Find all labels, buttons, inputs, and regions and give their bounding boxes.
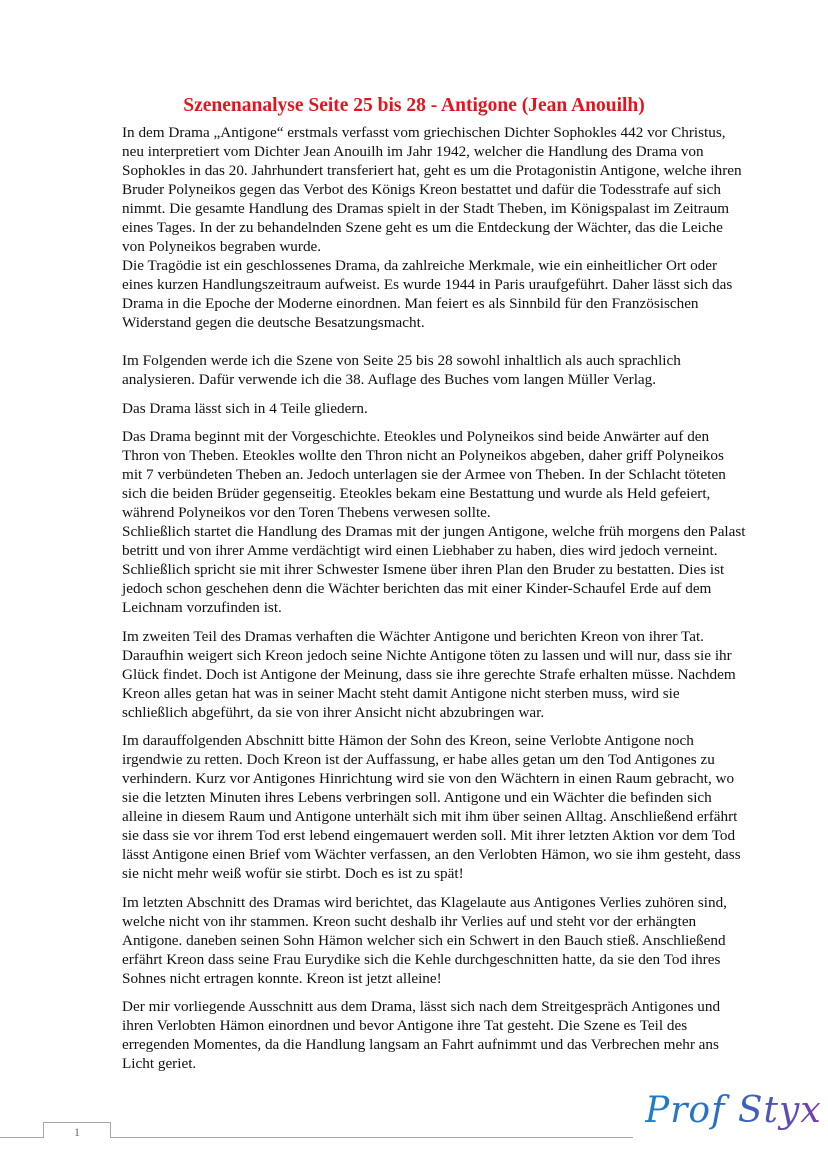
text-line: Im zweiten Teil des Dramas verhaften die Wächter Antigone und berichten Kreon von ihrer Tat. [122, 627, 704, 645]
text-line: Im darauffolgenden Abschnitt bitte Hämon der Sohn des Kreon, seine Verlobte Antigone noch [122, 732, 694, 749]
prof-styx-logo: Prof Styx [645, 1090, 822, 1131]
logo-watermark [633, 1078, 828, 1171]
text-line: sie die letzten Minuten ihres Lebens verbringen soll. Antigone und ein Wächter die befinden sich [122, 789, 712, 806]
text-line: irgendwie zu retten. Doch Kreon ist der Auffassung, er habe alles getan um den Tod Antigones zu [122, 751, 715, 768]
text-line: Das Drama lässt sich in 4 Teile gliedern. [122, 399, 368, 417]
text-line: Im letzten Abschnitt des Dramas wird berichtet, das Klagelaute aus Antigones Verlies zuhören sind, [122, 893, 727, 911]
text-line: während Polyneikos vor den Toren Thebens verwesen sollte. [122, 504, 491, 521]
text-line: sich die beiden Brüder gegenseitig. Eteokles bekam eine Bestattung und wurde als Held gefeiert, [122, 485, 711, 502]
document-body [122, 123, 746, 1083]
text-line: verhindern. Kurz vor Antigones Hinrichtung wird sie von den Wächtern in einen Raum gebracht, wo [122, 770, 735, 787]
text-line: Kreon alles getan hat was in seiner Macht steht damit Antigone nicht sterben muss, wird sie [122, 684, 680, 702]
text-line: eines Tages. In der zu behandelnden Szene geht es um die Entdeckung der Wächter, das die Leiche [122, 219, 723, 236]
text-line: erfährt Kreon dass seine Frau Eurydike sich die Kehle durchgeschnitten hatte, da sie den Tod ihres [122, 950, 721, 968]
text-line: Schließlich spricht sie mit ihrer Schwester Ismene über ihren Plan den Bruder zu bestatten. Dies ist [122, 561, 725, 578]
document-title: Szenenanalyse Seite 25 bis 28 - Antigone (Jean Anouilh) [183, 95, 645, 116]
paragraph [122, 399, 722, 418]
text-line: alleine in diesem Raum und Antigone unterhält sich mit ihm über seinen Alltag. Anschließend erfährt [122, 808, 738, 825]
text-line: lässt Antigone einen Brief vom Wächter verfassen, an den Verlobten Hämon, wo sie ihm gesteht, dass [122, 846, 741, 863]
text-line: jedoch schon geschehen denn die Wächter berichten das mit einer Kinder-Schaufel Erde auf dem [122, 580, 712, 597]
text-line: Schließlich startet die Handlung des Dramas mit der jungen Antigone, welche früh morgens den Palast [122, 523, 746, 540]
text-line: Licht geriet. [122, 1055, 197, 1072]
paragraph [122, 123, 742, 332]
text-line: schließlich abgeführt, da sie von ihrer Ansicht nicht abzubringen war. [122, 703, 545, 721]
text-line: In dem Drama „Antigone“ erstmals verfasst vom griechischen Dichter Sophokles 442 vor Christus, [122, 124, 726, 141]
text-line: analysieren. Dafür verwende ich die 38. Auflage des Buches vom langen Müller Verlag. [122, 371, 657, 388]
text-line: Das Drama beginnt mit der Vorgeschichte. Eteokles und Polyneikos sind beide Anwärter auf den [122, 428, 710, 445]
text-line: mit 7 verbündeten Theben an. Jedoch unterlagen sie der Armee von Theben. In der Schlacht töteten [122, 466, 726, 483]
paragraph [122, 627, 736, 722]
text-line: sie dass sie vor ihrem Tod erst lebend eingemauert werden soll. Mit ihrer letzten Aktion vor dem Tod [122, 827, 736, 844]
page-number-tab [43, 1122, 111, 1138]
text-line: Im Folgenden werde ich die Szene von Seite 25 bis 28 sowohl inhaltlich als auch sprachlich [122, 352, 681, 369]
text-line: Die Tragödie ist ein geschlossenes Drama, da zahlreiche Merkmale, wie ein einheitlicher Ort oder [122, 257, 718, 274]
text-line: neu interpretiert vom Dichter Jean Anouilh im Jahr 1942, welcher die Handlung des Drama von [122, 143, 704, 160]
text-line: Leichnam vorzufinden ist. [122, 599, 282, 616]
text-line: Daraufhin weigert sich Kreon jedoch seine Nichte Antigone töten zu lassen und will nur, dass sie ihr [122, 646, 732, 664]
paragraph [122, 731, 741, 883]
text-line: betritt und von ihrer Amme verdächtigt wird einen Liebhaber zu haben, dies wird jedoch verneint. [122, 542, 718, 559]
paragraph [122, 997, 722, 1073]
text-line: Sohnes nicht ertragen konnte. Kreon ist jetzt alleine! [122, 969, 442, 987]
text-line: Der mir vorliegende Ausschnitt aus dem Drama, lässt sich nach dem Streitgespräch Antigones und [122, 998, 721, 1015]
text-line: von Polyneikos begraben wurde. [122, 238, 322, 255]
paragraph [122, 893, 727, 988]
text-line: ihren Verlobten Hämon einordnen und bevor Antigone ihre Tat gesteht. Die Szene es Teil des [122, 1017, 688, 1034]
text-line: Antigone. daneben seinen Sohn Hämon welcher sich ein Schwert in den Bauch stieß. Anschließend [122, 931, 726, 949]
text-line: Glück findet. Doch ist Antigone der Meinung, dass sie ihre gerechte Strafe erhalten müsse. Nachdem [122, 665, 736, 683]
text-line: sie nicht mehr weiß wofür sie stirbt. Doch es ist zu spät! [122, 865, 464, 882]
paragraph [122, 351, 722, 389]
text-line: Thron von Theben. Eteokles wollte den Thron nicht an Polyneikos abgeben, daher griff Polyneikos [122, 447, 724, 464]
text-line: nimmt. Die gesamte Handlung des Dramas spielt in der Stadt Theben, im Königspalast im Zeitraum [122, 200, 730, 217]
text-line: eines kurzen Handlungszeitraum aufweist. Es wurde 1944 in Paris uraufgeführt. Daher lässt sich das [122, 276, 733, 293]
paragraph [122, 427, 746, 617]
text-line: Bruder Polyneikos gegen das Verbot des Königs Kreon bestattet und dafür die Todesstrafe auf sich [122, 181, 721, 198]
text-line: erregenden Momentes, da die Handlung langsam an Fahrt aufnimmt und das Verbrechen mehr ans [122, 1036, 719, 1053]
text-line: Drama in die Epoche der Moderne einordnen. Man feiert es als Sinnbild für den Französischen [122, 295, 699, 312]
page-number: 1 [74, 1125, 80, 1139]
text-line: welche nicht von ihr stammen. Kreon sucht deshalb ihr Verlies auf und steht vor der erhängten [122, 912, 697, 930]
text-line: Sophokles in das 20. Jahrhundert transferiert hat, geht es um die Protagonistin Antigone, welche ihren [122, 162, 742, 179]
text-line: Widerstand gegen die deutsche Besatzungsmacht. [122, 314, 425, 331]
